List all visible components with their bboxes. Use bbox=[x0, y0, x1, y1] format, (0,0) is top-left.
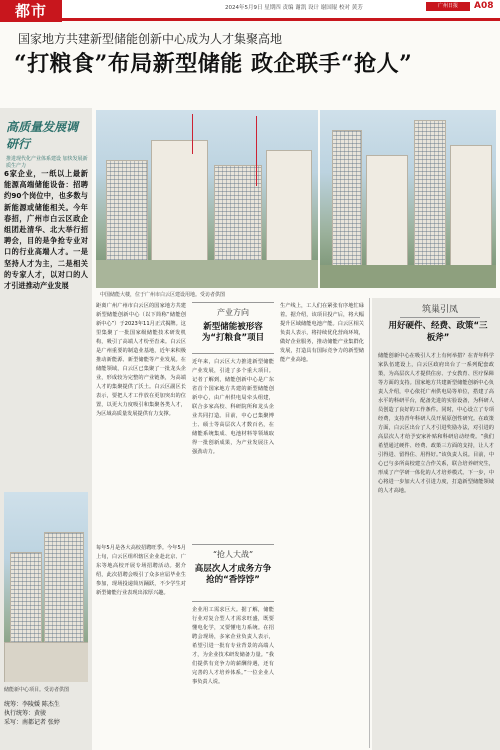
credit-coordinator: 统筹：李陵媛 陈杰生 bbox=[4, 701, 60, 708]
thumbnail-caption: 储能新中心项目。受访者供图 bbox=[4, 687, 70, 693]
dateline: 2024年5月9日 星期四 责编 谢凯 设计 谢国锟 校对 黄芳 bbox=[225, 5, 363, 11]
campaign-logo-subtitle: 推进现代化产业体系建设 加快发展新质生产力 bbox=[6, 156, 88, 169]
subhead-title-industry: 新型储能被形容为“打粮食”项目 bbox=[201, 322, 265, 343]
body-column-1b: 每年5月是各大高校招聘旺季。今年5月上旬，白云区组织辖区企业赴北京、广东等地高校开展专场招聘活动。据介绍，此次招聘会吸引了众多应届毕业生参加，现场投递简历踊跃，不少学生对新型储能行业表现出浓厚兴趣。 bbox=[96, 545, 186, 596]
campaign-logo-title: 高质量发展调研行 bbox=[6, 120, 79, 151]
credit-executor: 执行统筹：黄骏 bbox=[4, 710, 47, 717]
section-name: 都市 bbox=[0, 0, 62, 22]
main-photo-caption: 中国储能大楼，位于广州市白云区建设用地。受访者供图 bbox=[100, 292, 226, 298]
sidebar-divider bbox=[369, 298, 370, 748]
sidebar-header: 筑巢引凤 bbox=[400, 302, 480, 318]
credit-reporter: 采写：南都记者 张婷 bbox=[4, 719, 60, 726]
subhead-title-talent: 高层次人才成务方争抢的“香饽饽” bbox=[194, 564, 272, 585]
sidebar-body: 储能创新中心在吸引人才上有何举措？在青年科学家队伍建设上，白云区政府出台了一系列配套政策，为高层次人才提供住房、子女教育、医疗保障等方面的支持。国家地方共建新型储能创新中心负责人介绍，中心依托广州供电局等单位，搭建了高水平的科研平台，配备先进的实验设备，为科研人员创造了良好的工作条件。同时，中心设立了专项经费，支持青年科研人员开展原创性研究。在政策方面，白云区出台了人才引进奖励办法，对引进的高层次人才给予安家补贴和科研启动经费。“我们希望通过硬件、经费、政策三方面的支持，让人才引得进、留得住、用得好。”该负责人说。目前，中心已与多所高校建立合作关系，联合培养研究生，形成了产学研一体化的人才培养模式。下一步，中心将进一步加大人才引进力度，打造新型储能领域的人才高地。 bbox=[378, 353, 494, 494]
subhead-box-industry bbox=[192, 302, 274, 354]
page-number: A08 bbox=[474, 1, 494, 11]
subhead-tag-industry: 产业方向 bbox=[217, 308, 249, 317]
headline-kicker: 国家地方共建新型储能创新中心成为人才集聚高地 bbox=[18, 32, 283, 46]
sidebar-title: 用好硬件、经费、政策“三板斧” bbox=[388, 321, 488, 343]
body-column-3: 生产线上，工人们在紧张有序地忙碌着。据介绍，该项目投产后，将大幅提升区域储能电池产能。白云区相关负责人表示，将持续优化营商环境，做好企业服务，推动储能产业集群化发展，打造具有国际竞争力的新型储能产业高地。 bbox=[280, 303, 364, 363]
byline-credits bbox=[4, 700, 90, 727]
body-column-1: 距离广州广州市白云区的国家地方共建新型储能创新中心（以下简称“储能创新中心”）于2023年11月正式揭牌。这里集聚了一批国家级储能技术研发机构，吸引了高端人才纷至沓来。白云区是广州重要的制造业基地，近年来积极推动新能源、新型储能等产业发展。在储能领域，白云区已集聚了一批龙头企业，形成较为完整的产业链条，为高端人才的集聚提供了沃土。白云区副区长表示，要把人才工作放在更加突出的位置，以更大力度吸引和集聚各类人才，为区域高质量发展提供有力支撑。 bbox=[96, 303, 186, 417]
body-column-2b: 企业用工需求巨大。据了解，储能行业对复合型人才需求旺盛，既要懂电化学，又要懂电力系统。在招聘会现场，多家企业负责人表示，希望引进一批有专业背景的高端人才，为企业技术研发储备力量。“我们提供有竞争力的薪酬待遇，还有完善的人才培养体系。”一位企业人事负责人说。 bbox=[192, 607, 274, 685]
side-photo bbox=[320, 110, 496, 288]
subhead-box-talent bbox=[192, 544, 274, 602]
campaign-logo bbox=[6, 118, 88, 169]
main-photo bbox=[96, 110, 318, 288]
body-column-2: 近年来，白云区大力推进新型储能产业发展，引进了多个重大项目。记者了解到，储能创新中心是广东省首个国家地方共建的新型储能创新中心，由广州供电局牵头组建，联合多家高校、科研院所和龙头企业共同打造。目前，中心已集聚博士、硕士等高层次人才数百名，在储能系统集成、电池材料等领域取得一批创新成果，为产业发展注入强劲动力。 bbox=[192, 359, 274, 455]
lead-paragraph: 6家企业，一纸以上最新能源高端储能设备：招聘约90个岗位中，也多数与新能源或储能相关。今年春招，广州市白云区政企组团赴清华、北大举行招聘会，目的是争抢专业对口的行业高端人才。一是坚持人才为主，二是相关的专家人才，以对口的人才引进推动产业发展 bbox=[4, 169, 88, 291]
thumbnail-photo bbox=[4, 492, 88, 682]
subhead-tag-talent: “抢人大战” bbox=[212, 550, 254, 559]
paper-badge: 广州日报 bbox=[426, 2, 470, 11]
headline: “打粮食”布局新型储能 政企联手“抢人” bbox=[14, 51, 413, 77]
